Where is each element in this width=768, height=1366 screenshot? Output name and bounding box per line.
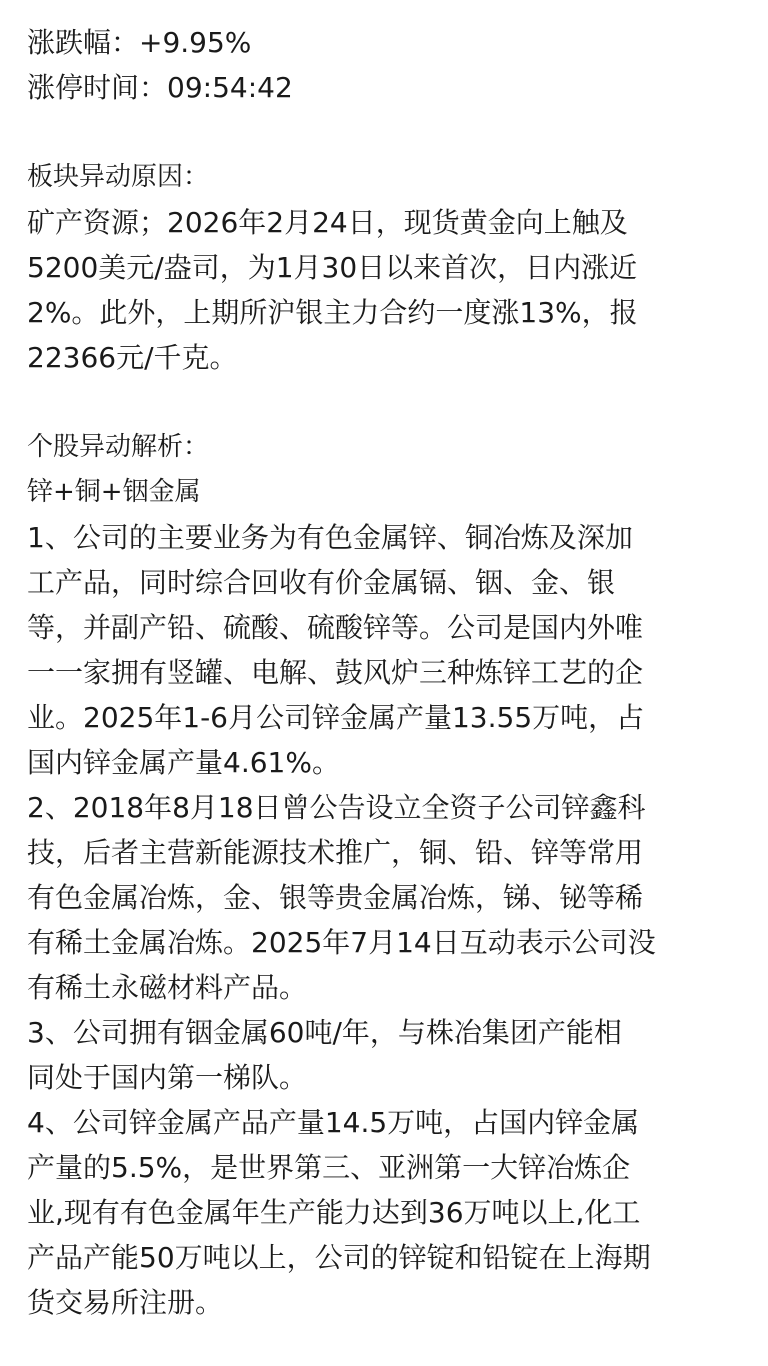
stock-tags: 锌+铜+铟金属 — [27, 477, 201, 507]
text-line: 业。2025年1-6月公司锌金属产量13.55万吨，占 — [27, 701, 645, 734]
stock-analysis-text — [27, 515, 749, 1325]
text-line: 一一家拥有竖罐、电解、鼓风炉三种炼锌工艺的企 — [27, 656, 644, 689]
text-line: 1、公司的主要业务为有色金属锌、铜冶炼及深加 — [27, 521, 633, 554]
spacer — [27, 380, 749, 425]
article-body — [27, 20, 749, 1325]
text-line: 5200美元/盎司，为1月30日以来首次，日内涨近 — [27, 251, 638, 284]
text-line: 3、公司拥有铟金属60吨/年，与株冶集团产能相 — [27, 1016, 622, 1049]
text-line: 有色金属冶炼，金、银等贵金属冶炼，锑、铋等稀 — [27, 881, 644, 914]
sector-reason-text — [27, 200, 749, 380]
spacer — [27, 110, 749, 155]
text-line: 货交易所注册。 — [27, 1286, 224, 1319]
price-change-line: 涨跌幅：+9.95% — [27, 26, 252, 59]
text-line: 工产品，同时综合回收有价金属镉、铟、金、银 — [27, 566, 616, 599]
text-line: 产品产能50万吨以上，公司的锌锭和铅锭在上海期 — [27, 1241, 651, 1274]
text-line: 等，并副产铅、硫酸、硫酸锌等。公司是国内外唯 — [27, 611, 644, 644]
sector-reason-heading: 板块异动原因： — [27, 162, 210, 192]
text-line: 同处于国内第一梯队。 — [27, 1061, 308, 1094]
limit-up-time-line: 涨停时间：09:54:42 — [27, 71, 293, 104]
text-line: 产量的5.5%，是世界第三、亚洲第一大锌冶炼企 — [27, 1151, 631, 1184]
text-line: 国内锌金属产量4.61%。 — [27, 746, 340, 779]
text-line: 2%。此外，上期所沪银主力合约一度涨13%，报 — [27, 296, 638, 329]
text-line: 技，后者主营新能源技术推广，铜、铅、锌等常用 — [27, 836, 644, 869]
text-line: 矿产资源；2026年2月24日，现货黄金向上触及 — [27, 206, 628, 239]
text-line: 22366元/千克。 — [27, 341, 238, 374]
stock-analysis-heading: 个股异动解析： — [27, 432, 210, 462]
text-line: 业,现有有色金属年生产能力达到36万吨以上,化工 — [27, 1196, 641, 1229]
text-line: 有稀土永磁材料产品。 — [27, 971, 308, 1004]
text-line: 4、公司锌金属产品产量14.5万吨，占国内锌金属 — [27, 1106, 640, 1139]
text-line: 2、2018年8月18日曾公告设立全资子公司锌鑫科 — [27, 791, 646, 824]
text-line: 有稀土金属冶炼。2025年7月14日互动表示公司没 — [27, 926, 656, 959]
